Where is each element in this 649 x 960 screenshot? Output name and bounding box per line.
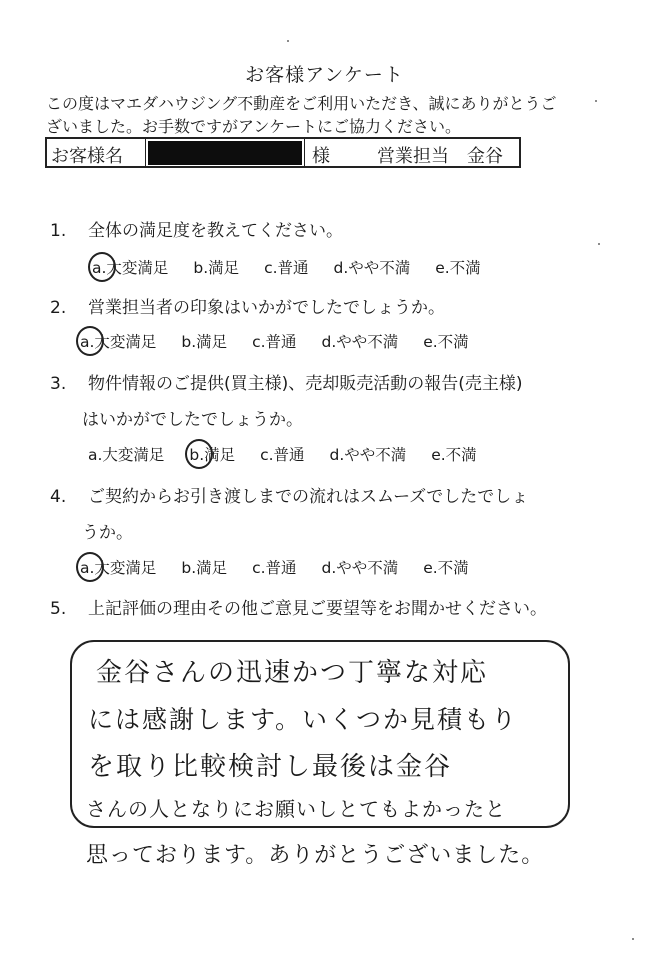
question-text: 営業担当者の印象はいかがでしたでしょうか。 — [88, 298, 445, 318]
intro-text — [46, 92, 626, 138]
question-text: 上記評価の理由その他ご意見ご要望等をお聞かせください。 — [88, 599, 547, 619]
comment-line-3: を取り比較検討し最後は金谷 — [88, 752, 453, 782]
question-text: 物件情報のご提供(買主様)、売却販売活動の報告(売主様) — [88, 374, 523, 394]
customer-info-box — [45, 137, 521, 168]
sales-rep-label: 営業担当 — [377, 146, 449, 167]
question-text: 全体の満足度を教えてください。 — [88, 221, 343, 241]
option-d[interactable]: d.やや不満 — [329, 446, 407, 464]
question-4 — [50, 482, 528, 507]
question-number: 5. — [50, 599, 67, 619]
option-b[interactable]: b.満足 — [181, 333, 228, 351]
intro-line-1: この度はマエダハウジング不動産をご利用いただき、誠にありがとうご — [46, 94, 557, 113]
question-3-text-cont: はいかがでしたでしょうか。 — [82, 410, 303, 430]
option-b[interactable]: b.満足 — [189, 443, 235, 465]
option-b[interactable]: b.満足 — [193, 259, 240, 277]
scan-speck — [287, 40, 289, 42]
option-a[interactable]: a.大変満足 — [80, 330, 156, 352]
intro-line-2: ざいました。お手数ですがアンケートにご協力ください。 — [46, 117, 462, 136]
question-text: ご契約からお引き渡しまでの流れはスムーズでしたでしょ — [88, 487, 529, 507]
option-e[interactable]: e.不満 — [423, 559, 469, 577]
option-e[interactable]: e.不満 — [431, 446, 477, 464]
divider — [145, 139, 146, 166]
option-d[interactable]: d.やや不満 — [321, 333, 399, 351]
option-a[interactable]: a.大変満足 — [80, 556, 156, 578]
divider — [304, 139, 305, 166]
question-number: 1. — [50, 221, 67, 241]
option-b[interactable]: b.満足 — [181, 559, 228, 577]
option-e[interactable]: e.不満 — [423, 333, 469, 351]
scan-speck — [595, 100, 597, 102]
option-d[interactable]: d.やや不満 — [321, 559, 399, 577]
question-number: 4. — [50, 487, 67, 507]
option-c[interactable]: c.普通 — [252, 333, 297, 351]
question-1-options — [92, 256, 501, 278]
comment-line-1: 金谷さんの迅速かつ丁寧な対応 — [96, 658, 489, 688]
question-number: 3. — [50, 374, 67, 394]
question-number: 2. — [50, 298, 67, 318]
option-e[interactable]: e.不満 — [435, 259, 481, 277]
comment-line-4: さんの人となりにお願いしとてもよかったと — [86, 797, 506, 821]
customer-suffix: 様 — [312, 146, 330, 167]
option-a[interactable]: a.大変満足 — [92, 256, 168, 278]
page-title: お客様アンケート — [245, 64, 404, 86]
comment-line-2: には感謝します。いくつか見積もり — [88, 705, 519, 734]
question-2 — [50, 293, 445, 318]
question-4-text-cont: うか。 — [82, 523, 133, 543]
option-c[interactable]: c.普通 — [264, 259, 309, 277]
sales-rep-name: 金谷 — [467, 146, 503, 167]
scan-speck — [598, 243, 600, 245]
option-a[interactable]: a.大変満足 — [88, 446, 165, 464]
question-4-options — [80, 556, 489, 578]
option-c[interactable]: c.普通 — [260, 446, 305, 464]
option-c[interactable]: c.普通 — [252, 559, 297, 577]
comment-line-5: 思っております。ありがとうございました。 — [86, 843, 545, 868]
customer-name-redacted — [148, 141, 302, 165]
question-3-options — [88, 443, 497, 465]
question-1 — [50, 216, 343, 241]
question-2-options — [80, 330, 489, 352]
question-5 — [50, 594, 547, 619]
option-d[interactable]: d.やや不満 — [333, 259, 411, 277]
question-3 — [50, 369, 523, 394]
scan-speck — [632, 938, 634, 940]
customer-name-label: お客様名 — [51, 146, 123, 167]
